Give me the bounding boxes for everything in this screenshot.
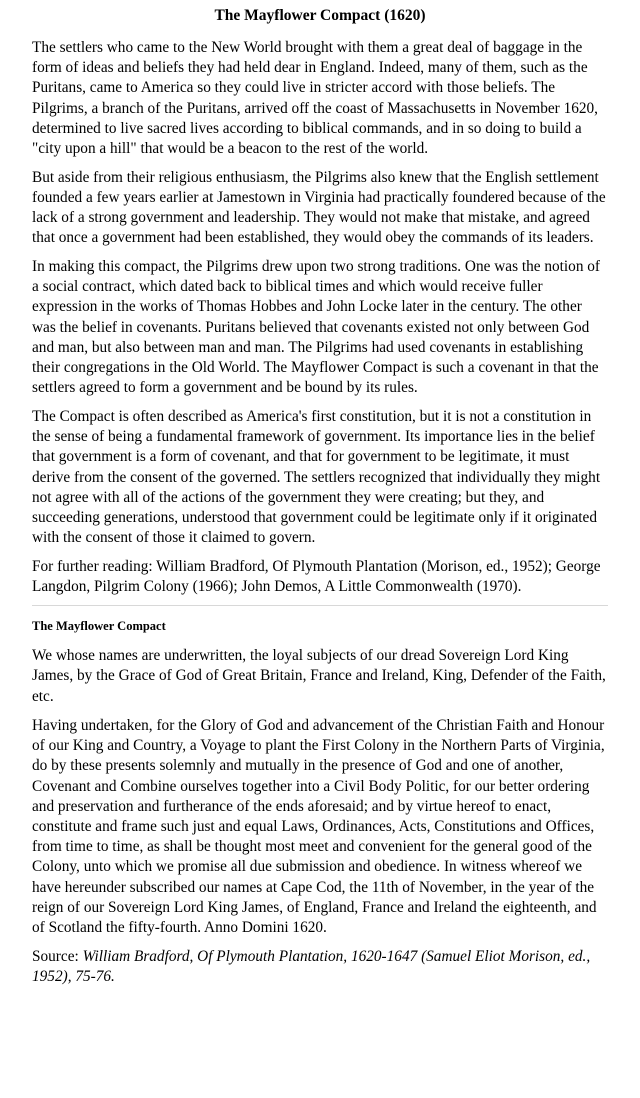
page-title: The Mayflower Compact (1620) (214, 7, 426, 24)
source-label: Source: (32, 948, 83, 966)
intro-paragraph-1: The settlers who came to the New World brought with them a great deal of baggage in the form of ideas and beliefs they had held dear in England. Indeed, many of them, such as the Puritans, came to America so they could live in stricter accord with those beliefs. The Pilgrims, a branch of the Puritans, arrived off the coast of Massachusetts in November 1620, determined to live sacred lives according to biblical commands, and in so doing to build a "city upon a hill" that would be a beacon to the rest of the world. (32, 39, 598, 158)
source-citation-line (32, 947, 608, 987)
compact-heading: The Mayflower Compact (32, 619, 166, 634)
intro-paragraph-3: In making this compact, the Pilgrims drew upon two strong traditions. One was the notion of a social contract, which dated back to biblical times and which would receive fuller expression in the works of Thomas Hobbes and John Locke later in the century. The other was the belief in covenants. Puritans believed that covenants existed not only between God and man, but also between man and man. The Pilgrims had used covenants in establishing their congregations in the Old World. The Mayflower Compact is such a covenant in that the settlers agreed to form a government and be bound by its rules. (32, 258, 601, 397)
source-citation: William Bradford, Of Plymouth Plantation, 1620-1647 (Samuel Eliot Morison, ed., 1952), 75-76. (32, 948, 591, 986)
intro-paragraph-4: The Compact is often described as America's first constitution, but it is not a constitution in the sense of being a fundamental framework of government. Its importance lies in the belief that government is a form of covenant, and that for government to be legitimate, it must derive from the consent of the governed. The settlers recognized that individually they might not agree with all of the actions of the government they were creating; but they, and succeeding generations, understood that government could be legitimate only if it originated with the consent of those it claimed to govern. (32, 407, 601, 547)
section-divider (32, 605, 608, 606)
further-reading: For further reading: William Bradford, Of Plymouth Plantation (Morison, ed., 1952); George Langdon, Pilgrim Colony (1966); John Demos, A Little Commonwealth (1970). (32, 557, 601, 596)
compact-paragraph-1: We whose names are underwritten, the loyal subjects of our dread Sovereign Lord King James, by the Grace of God of Great Britain, France and Ireland, King, Defender of the Faith, etc. (32, 647, 606, 705)
compact-paragraph-2: Having undertaken, for the Glory of God and advancement of the Christian Faith and Honour of our King and Country, a Voyage to plant the First Colony in the Northern Parts of Virginia, do by these presents solemnly and mutually in the presence of God and one of another, Covenant and Combine ourselves together into a Civil Body Politic, for our better ordering and preservation and furtherance of the ends aforesaid; and by virtue hereof to enact, constitute and frame such just and equal Laws, Ordinances, Acts, Constitutions and Offices, from time to time, as shall be thought most meet and convenient for the general good of the Colony, unto which we promise all due submission and obedience. In witness whereof we have hereunder subscribed our names at Cape Cod, the 11th of November, in the year of the reign of our Sovereign Lord King James, of England, France and Ireland the eighteenth, and of Scotland the fifty-fourth. Anno Domini 1620. (32, 716, 605, 936)
intro-paragraph-2: But aside from their religious enthusiasm, the Pilgrims also knew that the English settlement founded a few years earlier at Jamestown in Virginia had practically foundered because of the lack of a strong government and leadership. They would not make that mistake, and agreed that once a government had been established, they would obey the commands of its leaders. (32, 168, 606, 247)
